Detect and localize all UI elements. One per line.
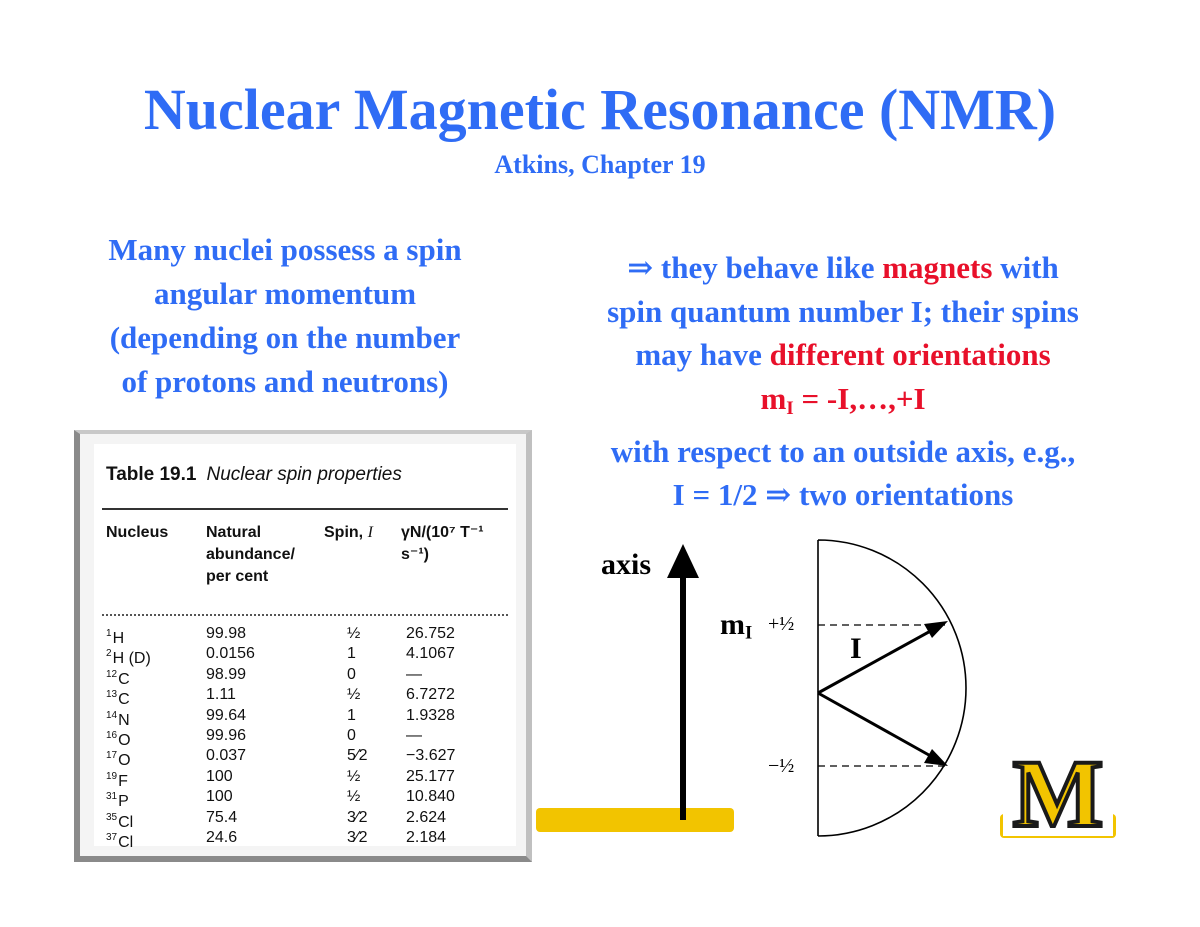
plus-half-label: +½ xyxy=(768,613,795,635)
highlight-magnets: magnets xyxy=(882,250,993,285)
text-segment: = -I,…,+I xyxy=(793,380,926,416)
table-top-rule xyxy=(102,508,508,510)
cell-gamma: 25.177 xyxy=(406,767,455,785)
cell-spin: 0 xyxy=(347,665,356,683)
logo-letter: M xyxy=(1012,750,1104,836)
cell-nucleus: $^{37}$Cl xyxy=(106,832,134,851)
header-line: abundance/ xyxy=(206,546,295,563)
cell-nucleus: $^{35}$Cl xyxy=(106,811,134,831)
text-segment: ⇒ they behave like xyxy=(627,250,883,285)
table-header-rule xyxy=(102,614,508,616)
mi-subscript: I xyxy=(745,622,753,644)
cell-nucleus: $^{14}$N xyxy=(106,709,130,729)
right-line-2: spin quantum number I; their spins xyxy=(607,293,1079,329)
cell-nucleus: $^{17}$O xyxy=(106,750,131,770)
cell-gamma: 26.752 xyxy=(406,625,455,642)
cell-nucleus: $^2$H (D) xyxy=(106,648,151,668)
right-paragraph xyxy=(548,246,1138,517)
table-row xyxy=(94,706,516,729)
cell-spin: 3⁄2 xyxy=(347,829,368,846)
cell-nucleus: $^{13}$C xyxy=(106,689,130,709)
left-line: of protons and neutrons) xyxy=(121,364,449,399)
subscript: I xyxy=(786,397,794,419)
spin-vector-up xyxy=(818,628,936,693)
header-nucleus: Nucleus xyxy=(106,524,169,541)
spin-vector-down xyxy=(818,693,936,759)
right-line-6: I = 1/2 ⇒ two orientations xyxy=(672,477,1014,513)
vector-label: I xyxy=(850,632,862,665)
table-row xyxy=(94,746,516,770)
page-title: Nuclear Magnetic Resonance (NMR) xyxy=(143,77,1057,142)
cell-gamma: −3.627 xyxy=(406,747,456,765)
cell-abundance: 100 xyxy=(206,767,233,785)
axis-arrowhead xyxy=(667,544,699,578)
mi-text: m xyxy=(720,608,745,641)
cell-abundance: 99.98 xyxy=(206,625,247,642)
table-row xyxy=(94,808,516,831)
cell-spin: 1 xyxy=(347,706,356,724)
table-row xyxy=(94,665,516,688)
cell-gamma: 10.840 xyxy=(406,788,455,806)
vector-arrowhead xyxy=(924,749,948,766)
header-line: per cent xyxy=(206,568,269,585)
header-gamma: γN/(10⁷ T⁻¹ s⁻¹) xyxy=(401,524,484,563)
page-subtitle: Atkins, Chapter 19 xyxy=(494,150,706,179)
axis-label: axis xyxy=(601,548,652,581)
cell-nucleus: $^{19}$F xyxy=(106,770,128,790)
cell-nucleus: $^1$H xyxy=(106,628,125,647)
cell-abundance: 99.64 xyxy=(206,706,247,724)
university-m-logo xyxy=(1003,750,1113,836)
table-caption xyxy=(106,464,402,486)
header-line: Natural xyxy=(206,524,262,541)
table-scan xyxy=(74,430,532,862)
cell-gamma: 1.9328 xyxy=(406,706,455,724)
cell-abundance: 75.4 xyxy=(206,808,238,826)
table-row xyxy=(94,624,516,647)
table-row xyxy=(94,767,516,790)
minus-half-label: −½ xyxy=(768,755,795,777)
mi-label xyxy=(720,608,752,645)
cell-abundance: 100 xyxy=(206,788,233,806)
cell-abundance: 1.11 xyxy=(206,686,236,704)
cell-spin: 0 xyxy=(347,727,356,744)
right-line-4 xyxy=(548,377,1138,430)
text-segment: may have xyxy=(635,337,770,372)
cell-abundance: 98.99 xyxy=(206,665,247,683)
table-row xyxy=(94,828,516,851)
header-text: Spin, xyxy=(324,524,368,541)
cell-gamma: 6.7272 xyxy=(406,686,455,704)
table-row xyxy=(94,787,516,811)
text-segment: m xyxy=(760,380,787,416)
left-line: Many nuclei possess a spin xyxy=(108,232,462,267)
table-row xyxy=(94,726,516,749)
header-abundance xyxy=(206,522,295,588)
highlight-orientations: different orientations xyxy=(769,337,1051,372)
spin-orientation-diagram xyxy=(640,530,1000,860)
table-page xyxy=(94,444,516,851)
cell-abundance: 24.6 xyxy=(206,829,238,846)
cell-spin: 1 xyxy=(347,645,356,663)
cell-spin: ½ xyxy=(347,788,361,806)
right-line-1 xyxy=(548,246,1138,290)
cell-spin: ½ xyxy=(347,767,361,785)
cell-gamma: — xyxy=(406,665,422,683)
cell-nucleus: $^{31}$P xyxy=(106,791,129,811)
table-row xyxy=(94,644,516,668)
right-line-3 xyxy=(548,333,1138,377)
cell-gamma: 4.1067 xyxy=(406,645,455,663)
left-line: angular momentum xyxy=(153,276,417,311)
cell-spin: ½ xyxy=(347,686,361,704)
text-segment: with xyxy=(992,250,1059,285)
table-caption-text: Nuclear spin properties xyxy=(206,464,402,485)
table-number: Table 19.1 xyxy=(106,464,197,485)
left-paragraph xyxy=(55,228,515,404)
cell-nucleus: $^{16}$O xyxy=(106,730,131,749)
cell-spin: 3⁄2 xyxy=(347,808,368,826)
cell-abundance: 0.037 xyxy=(206,747,247,765)
cell-nucleus: $^{12}$C xyxy=(106,668,130,688)
semicircle xyxy=(818,540,966,836)
header-italic: I xyxy=(367,524,373,541)
cell-abundance: 0.0156 xyxy=(206,645,255,663)
cell-gamma: 2.184 xyxy=(406,829,447,846)
header-spin xyxy=(324,522,373,544)
vector-arrowhead xyxy=(924,621,948,638)
cell-gamma: 2.624 xyxy=(406,808,447,826)
left-line: (depending on the number xyxy=(109,320,461,355)
cell-gamma: — xyxy=(406,727,422,744)
cell-abundance: 99.96 xyxy=(206,727,247,744)
cell-spin: ½ xyxy=(347,625,361,642)
cell-spin: 5⁄2 xyxy=(347,747,368,765)
right-line-5: with respect to an outside axis, e.g., xyxy=(610,433,1076,469)
table-row xyxy=(94,685,516,709)
